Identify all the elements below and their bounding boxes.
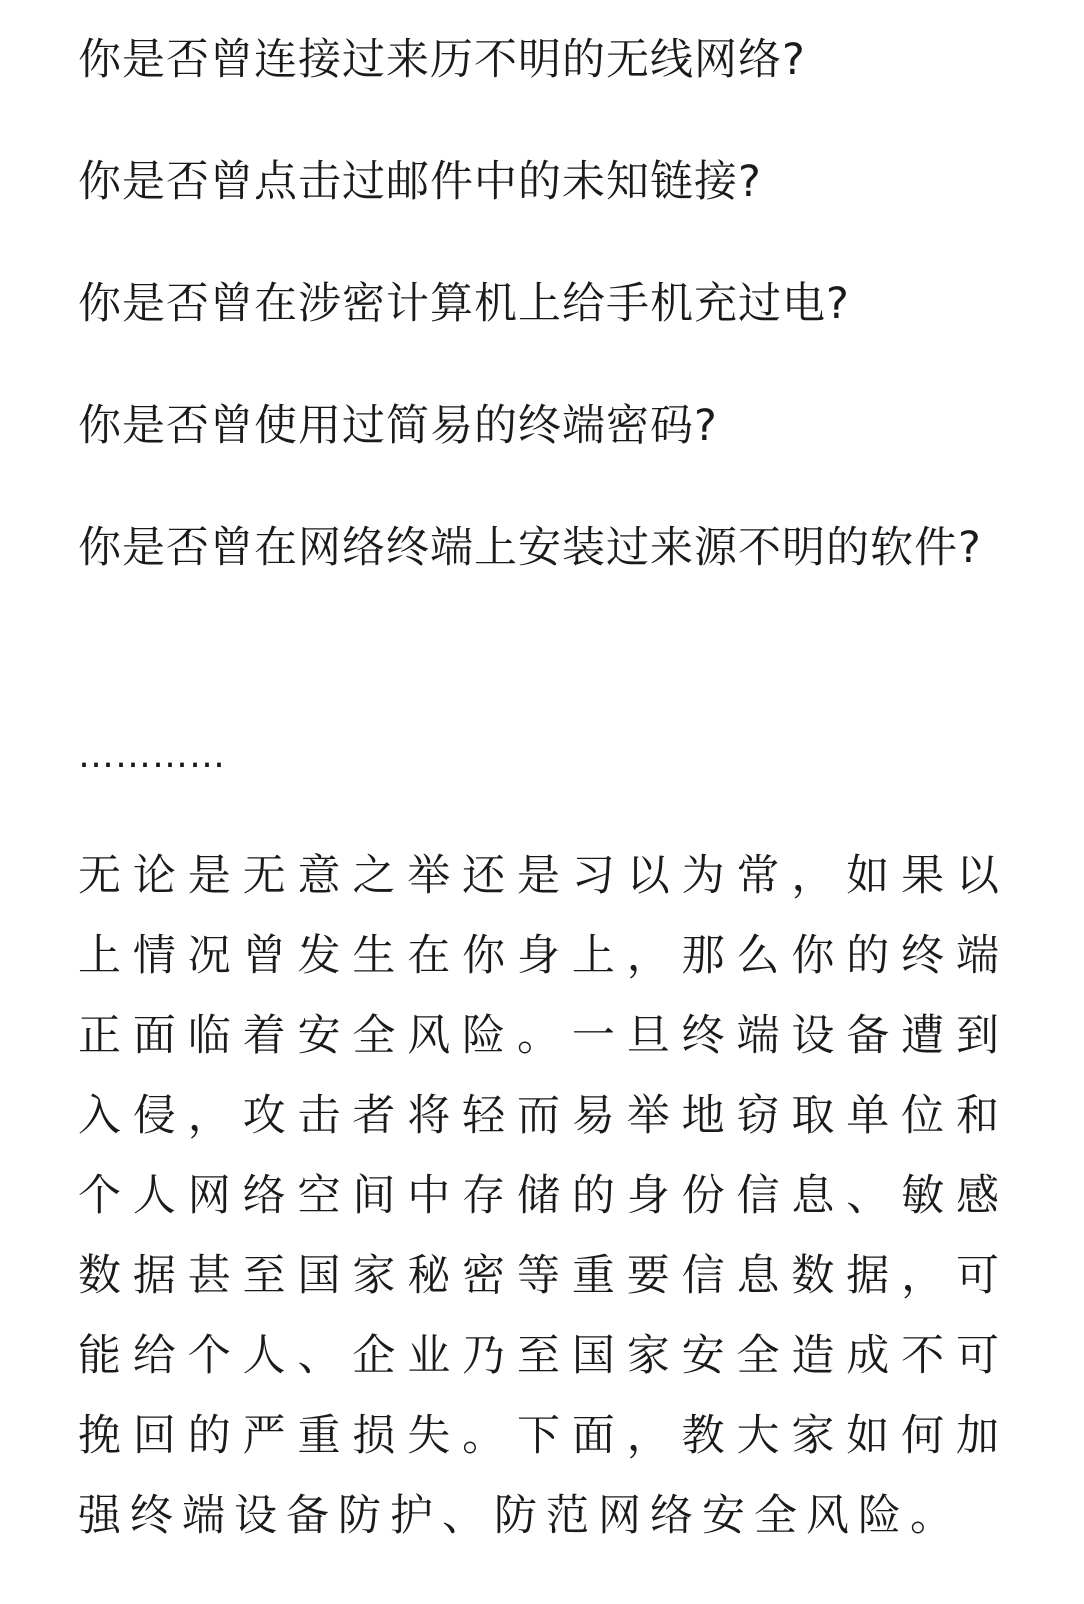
body-paragraph: 无论是无意之举还是习以为常，如果以上情况曾发生在你身上，那么你的终端正面临着安全风险。一旦终端设备遭到入侵，攻击者将轻而易举地窃取单位和个人网络空间中存储的身份信息、敏感数据甚至国家秘密等重要信息数据，可能给个人、企业乃至国家安全造成不可挽回的严重损失。下面，教大家如何加强终端设备防护、防范网络安全风险。 <box>78 851 1008 1541</box>
question-wifi: 你是否曾连接过来历不明的无线网络? <box>78 35 806 85</box>
question-charging: 你是否曾在涉密计算机上给手机充过电? <box>78 279 850 329</box>
question-software: 你是否曾在网络终端上安装过来源不明的软件? <box>78 523 982 573</box>
ellipsis-divider: ………… <box>78 735 226 776</box>
question-password: 你是否曾使用过简易的终端密码? <box>78 401 718 451</box>
question-email-link: 你是否曾点击过邮件中的未知链接? <box>78 157 762 207</box>
